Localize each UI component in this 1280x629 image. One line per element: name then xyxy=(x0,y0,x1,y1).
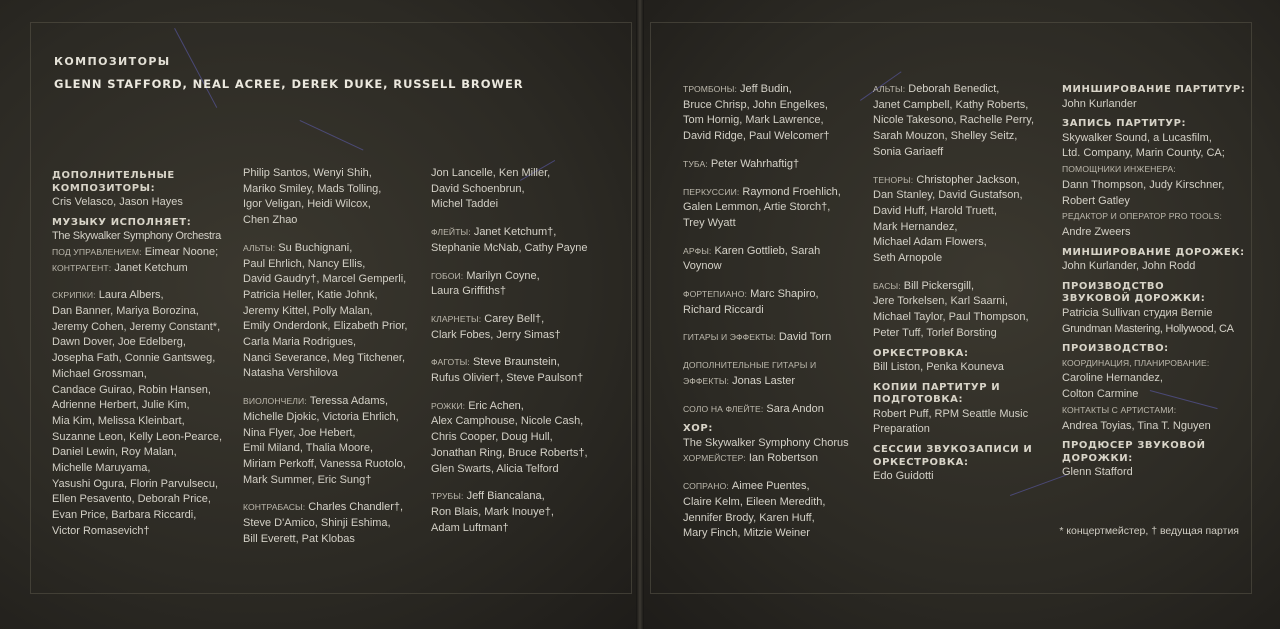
soprano-line: Claire Kelm, Eileen Meredith, xyxy=(683,495,826,508)
soprano-first-line xyxy=(683,479,849,495)
basses-cont-line: Jon Lancelle, Ken Miller, xyxy=(431,167,551,179)
violas-line: Patricia Heller, Katie Johnk, xyxy=(243,288,378,301)
horns-first: Eric Achen, xyxy=(468,399,524,412)
violins-line: Yasushi Ogura, Florin Parvulsecu, xyxy=(52,477,219,490)
tenors-line: David Huff, Harold Truett, xyxy=(873,204,997,217)
conductor-name: Eimear Noone; xyxy=(144,245,219,258)
violas-line: Natasha Vershilova xyxy=(243,367,338,380)
tenors-line: Dan Stanley, David Gustafson, xyxy=(873,189,1023,202)
violins-cont-line: Igor Veligan, Heidi Wilcox, xyxy=(243,198,371,211)
violins-line: Dawn Dover, Joe Edelberg, xyxy=(52,336,186,349)
choir-heading: ХОР: xyxy=(683,423,713,435)
clarinets-first: Carey Bell†, xyxy=(484,312,545,325)
flutes-line: Stephanie McNab, Cathy Payne xyxy=(431,241,588,254)
column-2 xyxy=(243,166,407,547)
column-4 xyxy=(683,82,849,542)
solo-flute-label: СОЛО НА ФЛЕЙТЕ: xyxy=(683,403,764,414)
basses-voice-first-line xyxy=(873,279,1034,295)
cellos-line: Nina Flyer, Joe Hebert, xyxy=(243,426,356,439)
assistant-engineers-label-line xyxy=(1062,162,1245,178)
basses-voice-first: Bill Pickersgill, xyxy=(903,279,975,292)
artist-contacts-label: КОНТАКТЫ С АРТИСТАМИ: xyxy=(1062,404,1177,415)
oboes-first-line xyxy=(431,269,588,285)
page-title: КОМПОЗИТОРЫ xyxy=(54,55,171,68)
track-mixing-heading: МИНШИРОВАНИЕ ДОРОЖЕК: xyxy=(1062,246,1245,258)
assistant-engineers-line: Dann Thompson, Judy Kirschner, xyxy=(1062,178,1225,191)
violas-line: Carla Maria Rodrigues, xyxy=(243,336,357,349)
oboes-line: Laura Griffiths† xyxy=(431,285,507,298)
soundtrack-producer-heading: ПРОДЮСЕР ЗВУКОВОЙ ДОРОЖКИ: xyxy=(1062,440,1206,464)
flutes-first-line xyxy=(431,225,588,241)
violins-line: Mia Kim, Melissa Kleinbart, xyxy=(52,414,185,427)
basses-label: КОНТРАБАСЫ: xyxy=(243,502,306,513)
soprano-line: Jennifer Brody, Karen Huff, xyxy=(683,511,815,524)
basses-cont-line: David Schoenbrun, xyxy=(431,182,525,195)
violins-line: Michelle Maruyama, xyxy=(52,462,151,475)
horns-line: Glen Swarts, Alicia Telford xyxy=(431,462,559,475)
conductor-line xyxy=(52,245,222,261)
violins-line: Dan Banner, Mariya Borozina, xyxy=(52,305,199,318)
percussion-line: Galen Lemmon, Artie Storch†, xyxy=(683,201,831,214)
violins-first-line xyxy=(52,288,222,304)
basses-line: Bill Everett, Pat Klobas xyxy=(243,532,355,545)
soundtrack-producer-name: Glenn Stafford xyxy=(1062,466,1133,479)
coordination-line: Colton Carmine xyxy=(1062,388,1139,401)
altos-first: Deborah Benedict, xyxy=(908,83,1000,95)
cellos-line: Emil Miland, Thalia Moore, xyxy=(243,442,374,455)
piano-label: ФОРТЕПИАНО: xyxy=(683,289,748,300)
sessions-heading: СЕССИИ ЗВУКОЗАПИСИ И ОРКЕСТРОВКА: xyxy=(873,444,1033,468)
violins-line: Ellen Pesavento, Deborah Price, xyxy=(52,493,211,506)
tuba-label: ТУБА: xyxy=(683,158,708,169)
violas-label: АЛЬТЫ: xyxy=(243,242,276,253)
harps-first-line xyxy=(683,244,849,260)
altos-line: Janet Campbell, Kathy Roberts, xyxy=(873,98,1029,111)
bassoons-line: Rufus Olivier†, Steve Paulson† xyxy=(431,372,584,385)
percussion-line: Trey Wyatt xyxy=(683,216,736,229)
cellos-line: Mark Summer, Eric Sung† xyxy=(243,473,372,486)
coordination-label-line xyxy=(1062,356,1245,372)
main-composers: GLENN STAFFORD, NEAL ACREE, DEREK DUKE, RUSSELL BROWER xyxy=(54,77,524,91)
artist-contacts-names: Andrea Toyias, Tina T. Nguyen xyxy=(1062,419,1211,432)
violins-cont-line: Chen Zhao xyxy=(243,214,298,227)
flutes-label: ФЛЕЙТЫ: xyxy=(431,227,471,238)
score-copies-line: Robert Puff, RPM Seattle Music xyxy=(873,407,1029,420)
score-copies-heading: КОПИИ ПАРТИТУР И ПОДГОТОВКА: xyxy=(873,381,1001,406)
score-copies-line: Preparation xyxy=(873,423,930,436)
choirmaster-label: ХОРМЕЙСТЕР: xyxy=(683,453,746,464)
bassoons-first-line xyxy=(431,355,588,371)
additional-composers-names: Cris Velasco, Jason Hayes xyxy=(52,196,183,208)
cellos-label: ВИОЛОНЧЕЛИ: xyxy=(243,396,307,407)
contractor-label: КОНТРАГЕНТ: xyxy=(52,262,112,273)
orchestra-name: The Skywalker Symphony Orchestra xyxy=(52,230,221,243)
oboes-label: ГОБОИ: xyxy=(431,270,464,281)
piano-first-line xyxy=(683,287,849,303)
horns-line: Jonathan Ring, Bruce Roberts†, xyxy=(431,446,588,459)
altos-first-line xyxy=(873,82,1034,98)
violins-line: Daniel Lewin, Roy Malan, xyxy=(52,446,177,459)
guitars-line xyxy=(683,330,849,346)
solo-flute-line xyxy=(683,402,849,418)
harps-first: Karen Gottlieb, Sarah xyxy=(714,244,821,257)
coordination-label: КООРДИНАЦИЯ, ПЛАНИРОВАНИЕ: xyxy=(1062,357,1210,368)
clarinets-label: КЛАРНЕТЫ: xyxy=(431,313,482,324)
additional-composers-heading: ДОПОЛНИТЕЛЬНЫЕ КОМПОЗИТОРЫ: xyxy=(52,170,175,194)
coordination-line: Caroline Hernandez, xyxy=(1062,372,1163,385)
violas-line: Nanci Severance, Meg Titchener, xyxy=(243,351,406,364)
booklet-spine xyxy=(636,0,644,629)
violas-line: Paul Ehrlich, Nancy Ellis, xyxy=(243,257,366,270)
basses-voice-line: Peter Tuff, Torlef Borsting xyxy=(873,326,997,339)
trombones-line: Bruce Chrisp, John Engelkes, xyxy=(683,98,828,111)
editor-label-line xyxy=(1062,209,1245,225)
soundtrack-production-heading: ПРОИЗВОДСТВО ЗВУКОВОЙ ДОРОЖКИ: xyxy=(1062,280,1206,305)
violins-label: СКРИПКИ: xyxy=(52,290,96,301)
violins-line: Victor Romasevich† xyxy=(52,524,150,537)
horns-line: Alex Camphouse, Nicole Cash, xyxy=(431,415,584,428)
score-recording-line: Ltd. Company, Marin County, CA; xyxy=(1062,147,1225,160)
violins-line: Evan Price, Barbara Riccardi, xyxy=(52,509,197,522)
altos-line: Sonia Gariaeff xyxy=(873,145,944,158)
trombones-first-line xyxy=(683,82,849,98)
tenors-line: Mark Hernandez, xyxy=(873,220,958,233)
trombones-line: Tom Hornig, Mark Lawrence, xyxy=(683,114,824,127)
percussion-first-line xyxy=(683,185,849,201)
performers-heading: МУЗЫКУ ИСПОЛНЯЕТ: xyxy=(52,216,192,228)
violins-line: Adrienne Herbert, Julie Kim, xyxy=(52,399,190,412)
choir-name: The Skywalker Symphony Chorus xyxy=(683,436,849,449)
editor-label: РЕДАКТОР И ОПЕРАТОР PRO TOOLS: xyxy=(1062,211,1222,222)
altos-label: АЛЬТЫ: xyxy=(873,84,906,94)
basses-first: Charles Chandler†, xyxy=(308,501,404,514)
trombones-label: ТРОМБОНЫ: xyxy=(683,84,737,94)
tenors-label: ТЕНОРЫ: xyxy=(873,174,914,185)
contractor-line xyxy=(52,261,222,277)
bassoons-first: Steve Braunstein, xyxy=(472,356,560,369)
tenors-first-line xyxy=(873,173,1034,189)
add-guitars-label-2: ЭФФЕКТЫ: xyxy=(683,375,730,386)
violas-first-line xyxy=(243,241,407,257)
artist-contacts-label-line xyxy=(1062,403,1245,419)
score-mixing-heading: МИНШИРОВАНИЕ ПАРТИТУР: xyxy=(1062,84,1246,95)
column-6 xyxy=(1062,84,1245,481)
basses-first-line xyxy=(243,500,407,516)
horns-label: РОЖКИ: xyxy=(431,400,466,411)
guitars-label: ГИТАРЫ И ЭФФЕКТЫ: xyxy=(683,332,776,343)
basses-cont-line: Michel Taddei xyxy=(431,198,499,211)
soprano-first: Aimee Puentes, xyxy=(731,480,810,493)
tenors-line: Michael Adam Flowers, xyxy=(873,236,987,249)
percussion-first: Raymond Froehlich, xyxy=(742,185,841,198)
basses-line: Steve D'Amico, Shinji Eshima, xyxy=(243,517,391,530)
guitars-name: David Torn xyxy=(778,331,832,344)
altos-line: Nicole Takesono, Rachelle Perry, xyxy=(873,114,1035,127)
trumpets-line: Ron Blais, Mark Inouye†, xyxy=(431,505,554,518)
orchestration-heading: ОРКЕСТРОВКА: xyxy=(873,347,969,359)
bassoons-label: ФАГОТЫ: xyxy=(431,357,470,368)
violas-line: David Gaudry†, Marcel Gemperli, xyxy=(243,273,407,286)
editor-name: Andre Zweers xyxy=(1062,225,1131,238)
tuba-name: Peter Wahrhaftig† xyxy=(710,157,800,170)
tenors-first: Christopher Jackson, xyxy=(916,173,1020,186)
horns-line: Chris Cooper, Doug Hull, xyxy=(431,431,553,444)
horns-first-line xyxy=(431,399,588,415)
violins-line: Josepha Fath, Connie Gantsweg, xyxy=(52,352,216,365)
percussion-label: ПЕРКУССИИ: xyxy=(683,186,740,197)
soundtrack-production-line: Grundman Mastering, Hollywood, CA xyxy=(1062,322,1234,335)
soundtrack-production-line: Patricia Sullivan студия Bernie xyxy=(1062,306,1213,319)
basses-voice-label: БАСЫ: xyxy=(873,280,901,291)
solo-flute-name: Sara Andon xyxy=(766,402,824,415)
cellos-first-line xyxy=(243,394,407,410)
flutes-first: Janet Ketchum†, xyxy=(473,226,557,239)
tuba-line xyxy=(683,157,849,173)
harps-label: АРФЫ: xyxy=(683,245,712,256)
score-recording-heading: ЗАПИСЬ ПАРТИТУР: xyxy=(1062,118,1187,130)
contractor-name: Janet Ketchum xyxy=(114,261,188,274)
trumpets-line: Adam Luftman† xyxy=(431,521,509,534)
soprano-line: Mary Finch, Mitzie Weiner xyxy=(683,527,810,540)
production-heading: ПРОИЗВОДСТВО: xyxy=(1062,343,1169,355)
choirmaster-line xyxy=(683,451,849,467)
trumpets-label: ТРУБЫ: xyxy=(431,491,464,502)
oboes-first: Marilyn Coyne, xyxy=(466,269,540,282)
assistant-engineers-label: ПОМОЩНИКИ ИНЖЕНЕРА: xyxy=(1062,164,1176,175)
piano-first: Marc Shapiro, xyxy=(750,288,819,301)
violas-line: Jeremy Kittel, Polly Malan, xyxy=(243,304,373,317)
column-3 xyxy=(431,166,588,536)
column-5 xyxy=(873,82,1034,485)
soprano-label: СОПРАНО: xyxy=(683,481,729,492)
cellos-line: Miriam Perkoff, Vanessa Ruotolo, xyxy=(243,457,406,470)
violins-line: Jeremy Cohen, Jeremy Constant*, xyxy=(52,320,221,333)
score-recording-line: Skywalker Sound, a Lucasfilm, xyxy=(1062,131,1212,144)
add-guitars-label-line xyxy=(683,358,849,374)
violins-line: Suzanne Leon, Kelly Leon-Pearce, xyxy=(52,430,223,443)
add-guitars-name: Jonas Laster xyxy=(732,374,796,387)
composers-header xyxy=(54,55,523,91)
trombones-first: Jeff Budin, xyxy=(740,83,792,95)
violins-cont-line: Mariko Smiley, Mads Tolling, xyxy=(243,182,382,195)
violins-line: Candace Guirao, Robin Hansen, xyxy=(52,383,211,396)
violins-line: Michael Grossman, xyxy=(52,367,147,380)
trumpets-first-line xyxy=(431,489,588,505)
piano-line: Richard Riccardi xyxy=(683,303,764,316)
score-mixing-names: John Kurlander xyxy=(1062,97,1137,110)
sessions-names: Edo Guidotti xyxy=(873,470,934,483)
harps-line: Voynow xyxy=(683,260,722,273)
add-guitars-label: ДОПОЛНИТЕЛЬНЫЕ ГИТАРЫ И xyxy=(683,360,817,371)
footnote: * концертмейстер, † ведущая партия xyxy=(1059,525,1239,537)
violas-line: Emily Onderdonk, Elizabeth Prior, xyxy=(243,320,408,333)
violins-cont-line: Philip Santos, Wenyi Shih, xyxy=(243,167,372,179)
add-guitars-line xyxy=(683,374,849,390)
orchestration-names: Bill Liston, Penka Kouneva xyxy=(873,361,1004,374)
clarinets-first-line xyxy=(431,312,588,328)
basses-voice-line: Jere Torkelsen, Karl Saarni, xyxy=(873,295,1008,308)
track-mixing-names: John Kurlander, John Rodd xyxy=(1062,260,1196,273)
column-1 xyxy=(52,170,222,540)
basses-voice-line: Michael Taylor, Paul Thompson, xyxy=(873,311,1029,324)
assistant-engineers-line: Robert Gatley xyxy=(1062,194,1130,207)
choirmaster-name: Ian Robertson xyxy=(748,452,818,465)
altos-line: Sarah Mouzon, Shelley Seitz, xyxy=(873,130,1018,143)
conductor-label: ПОД УПРАВЛЕНИЕМ: xyxy=(52,246,142,257)
cellos-first: Teressa Adams, xyxy=(309,395,389,408)
violins-first: Laura Albers, xyxy=(98,289,164,302)
trombones-line: David Ridge, Paul Welcomer† xyxy=(683,130,830,143)
trumpets-first: Jeff Biancalana, xyxy=(466,490,545,503)
clarinets-line: Clark Fobes, Jerry Simas† xyxy=(431,328,561,341)
tenors-line: Seth Arnopole xyxy=(873,252,943,265)
cellos-line: Michelle Djokic, Victoria Ehrlich, xyxy=(243,410,399,423)
violas-first: Su Buchignani, xyxy=(278,241,353,254)
